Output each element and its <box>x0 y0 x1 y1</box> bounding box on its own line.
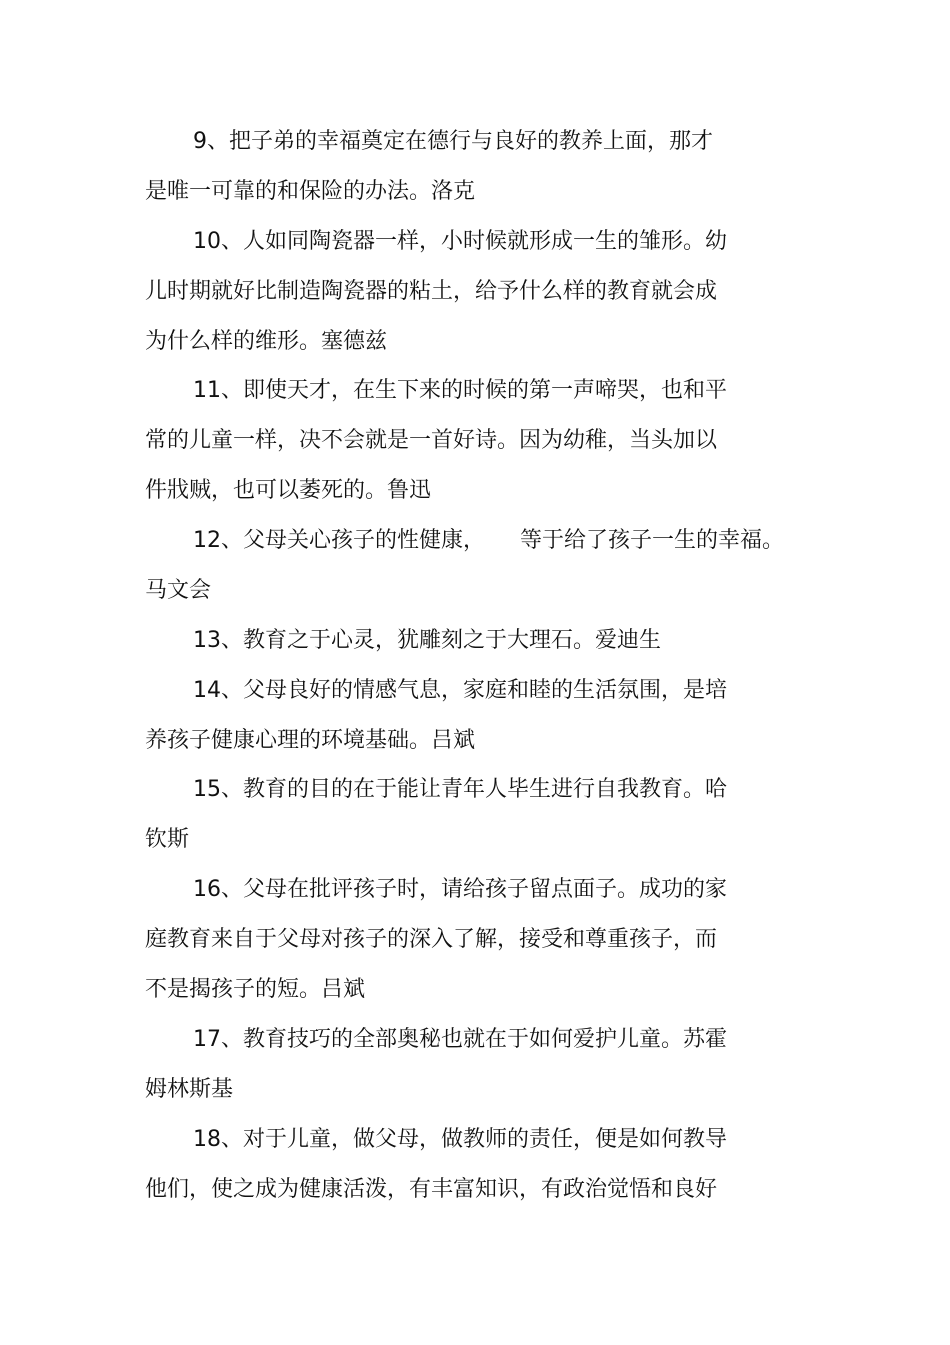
text-line: 他们，使之成为健康活泼，有丰富知识，有政治觉悟和良好 <box>145 1177 718 1202</box>
text-line: 14、父母良好的情感气息，家庭和睦的生活氛围，是培 <box>193 678 727 703</box>
text-line: 15、教育的目的在于能让青年人毕生进行自我教育。哈 <box>193 777 727 802</box>
text-line: 18、对于儿童，做父母，做教师的责任，便是如何教导 <box>193 1127 727 1152</box>
text-line: 姆林斯基 <box>145 1077 234 1102</box>
text-line: 钦斯 <box>145 827 190 852</box>
text-line: 12、父母关心孩子的性健康， 等于给了孩子一生的幸福。 <box>193 528 784 553</box>
text-line: 件戕贼，也可以萎死的。鲁迅 <box>145 478 432 503</box>
text-line: 养孩子健康心理的环境基础。吕斌 <box>145 728 476 753</box>
text-line: 13、教育之于心灵，犹雕刻之于大理石。爱迪生 <box>193 628 661 653</box>
text-line: 马文会 <box>145 578 212 603</box>
text-line: 10、人如同陶瓷器一样，小时候就形成一生的雏形。幼 <box>193 229 727 254</box>
text-line: 17、教育技巧的全部奥秘也就在于如何爱护儿童。苏霍 <box>193 1027 727 1052</box>
text-line: 儿时期就好比制造陶瓷器的粘土，给予什么样的教育就会成 <box>145 279 718 304</box>
text-line: 11、即使天才，在生下来的时候的第一声啼哭，也和平 <box>193 378 727 403</box>
text-line: 不是揭孩子的短。吕斌 <box>145 977 366 1002</box>
text-line: 9、把子弟的幸福奠定在德行与良好的教养上面，那才 <box>193 129 713 154</box>
text-line: 是唯一可靠的和保险的办法。洛克 <box>145 179 476 204</box>
text-line: 为什么样的维形。塞德兹 <box>145 329 388 354</box>
text-line: 庭教育来自于父母对孩子的深入了解，接受和尊重孩子，而 <box>145 927 718 952</box>
text-line: 16、父母在批评孩子时，请给孩子留点面子。成功的家 <box>193 877 727 902</box>
text-line: 常的儿童一样，决不会就是一首好诗。因为幼稚，当头加以 <box>145 428 718 453</box>
